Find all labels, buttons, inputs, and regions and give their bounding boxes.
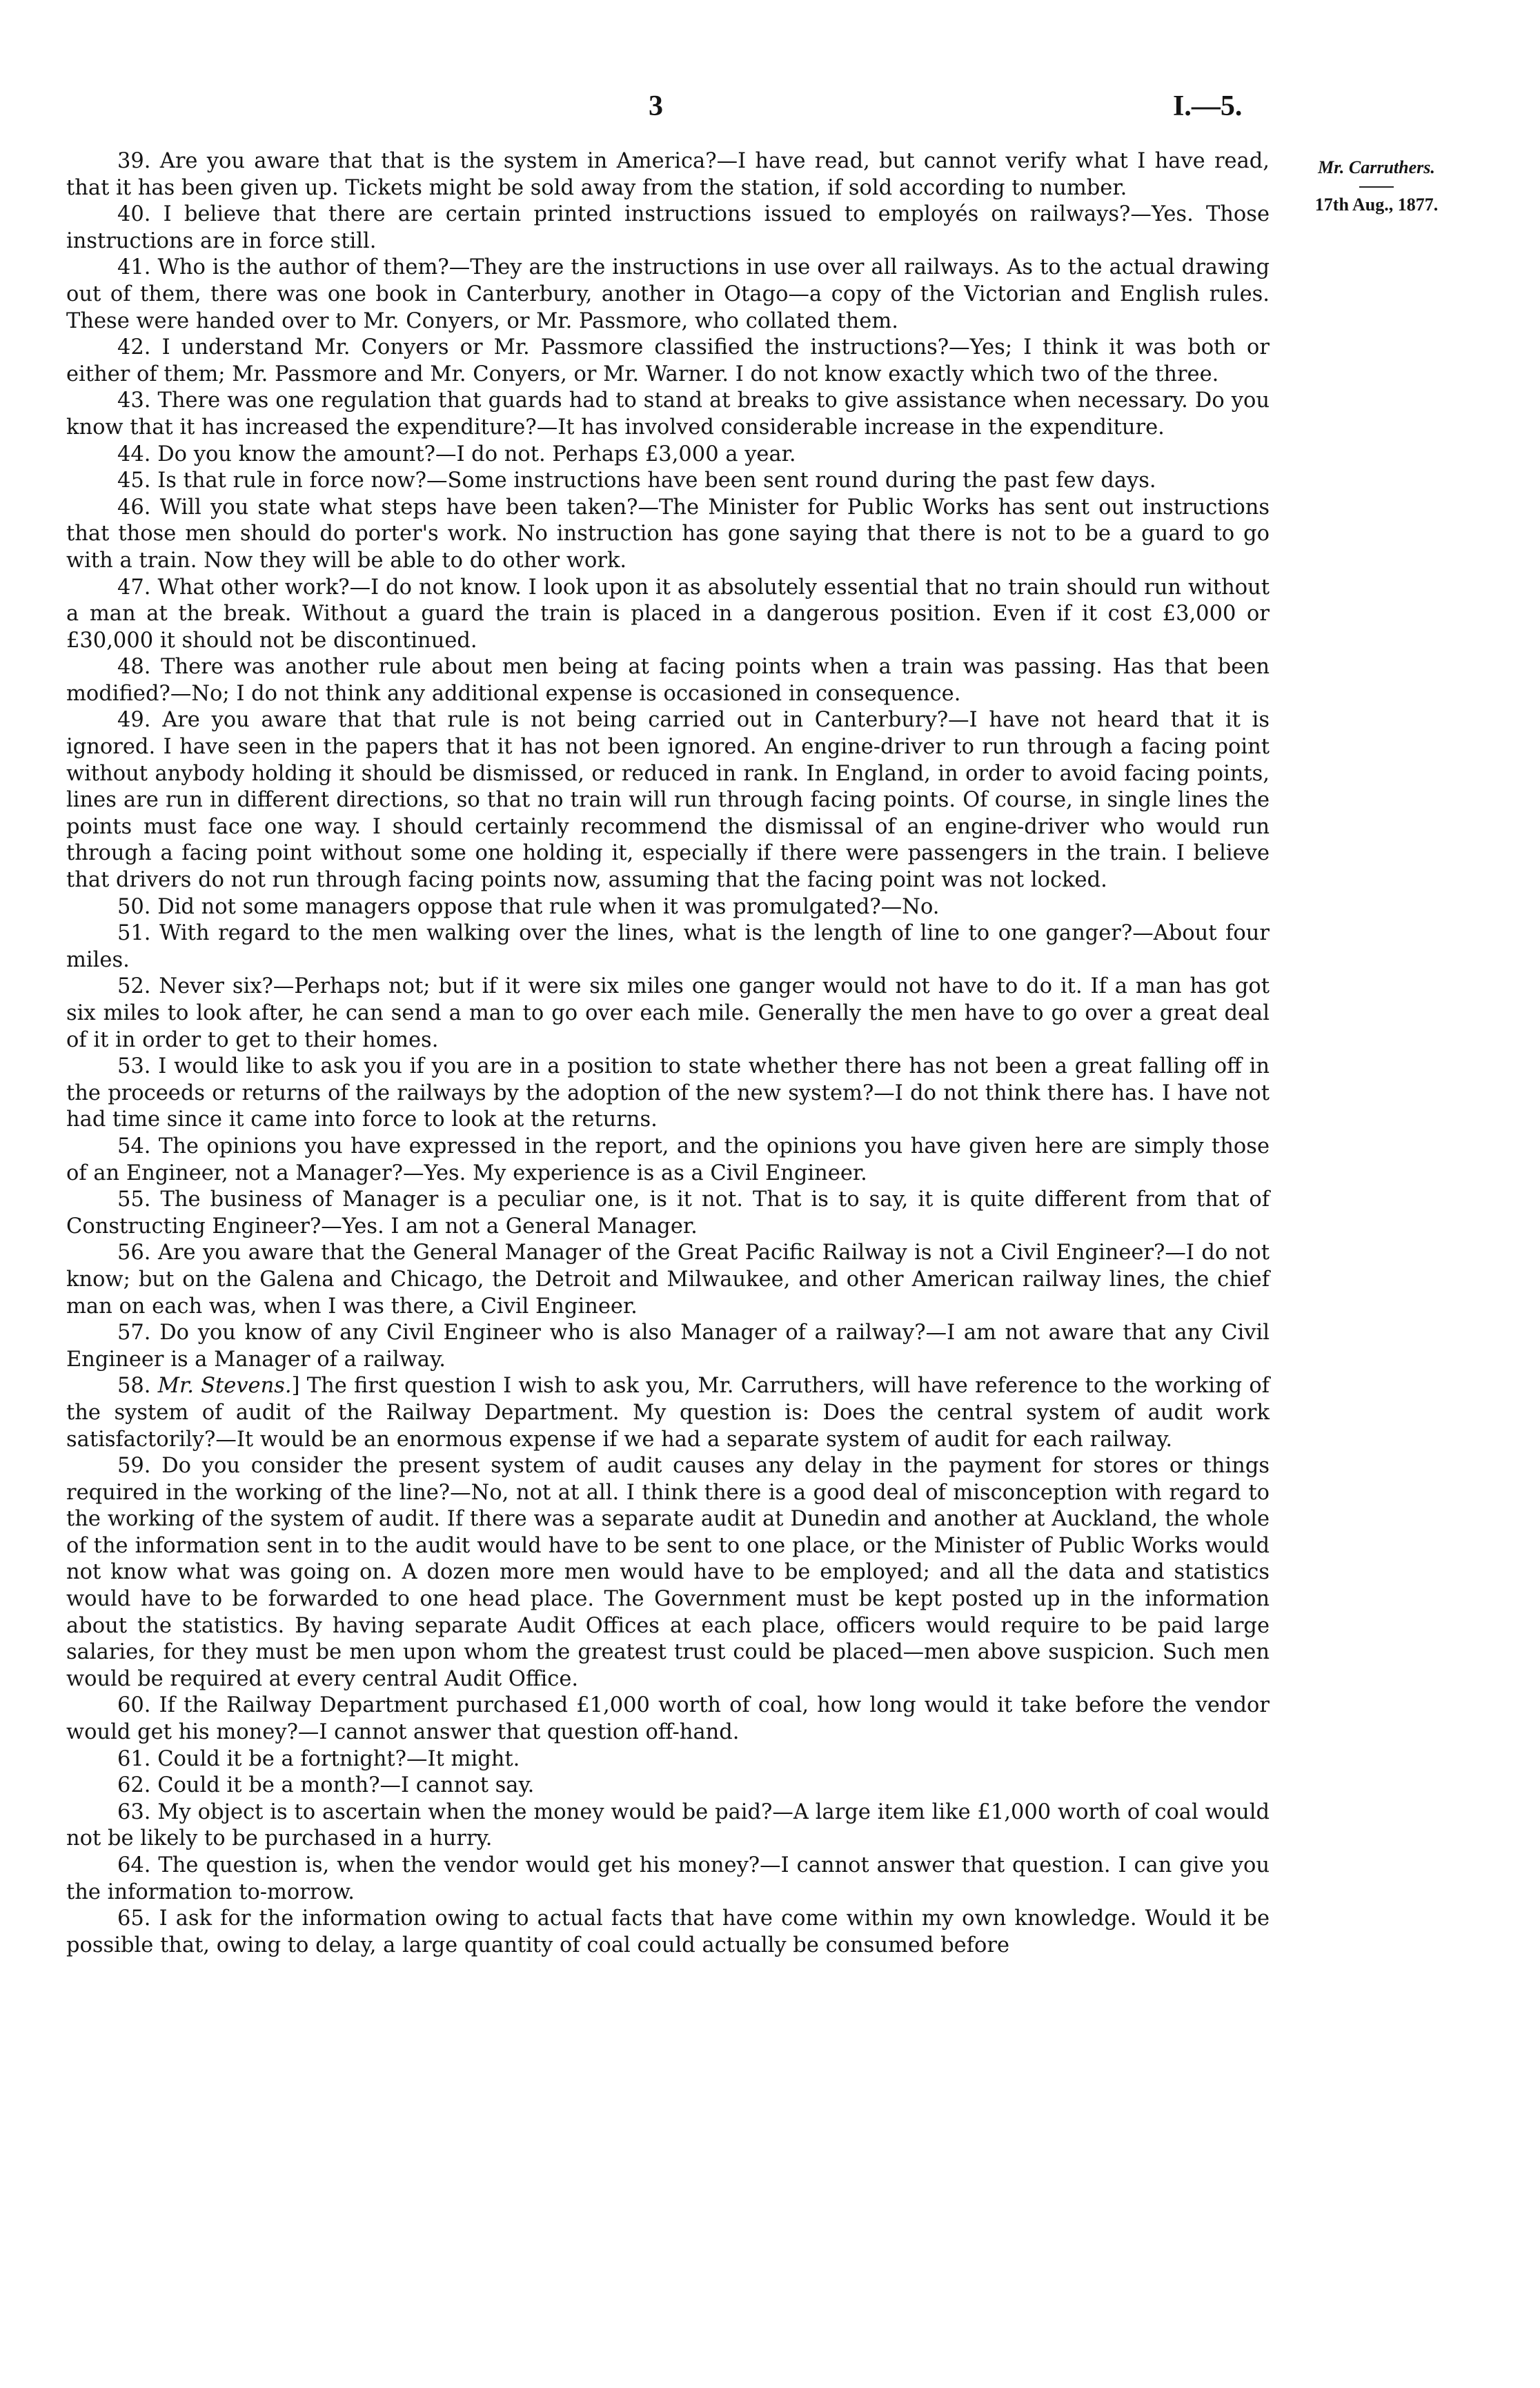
- page-header: [0, 90, 1540, 131]
- paragraph-44: 44. Do you know the amount?—I do not. Perhaps £3,000 a year.: [117, 442, 796, 466]
- margin-note: [1290, 156, 1463, 217]
- paragraph-48: 48. There was another rule about men being at facing points when a train was passing. Has that been modified?—No; I do not think any additional expense is occasioned in consequence.: [66, 655, 1270, 706]
- paragraph-39: 39. Are you aware that that is the system in America?—I have read, but cannot verify what I have read, that it has been given up. Tickets might be sold away from the station, if sold according to number.: [66, 149, 1270, 200]
- paragraph-56: 56. Are you aware that the General Manager of the Great Pacific Railway is not a Civil Engineer?—I do not know; but on the Galena and Chicago, the Detroit and Milwaukee, and other American railway lines, the chief man on each was, when I was there, a Civil Engineer.: [66, 1241, 1270, 1319]
- paragraph-46: 46. Will you state what steps have been taken?—The Minister for Public Works has sent out instructions that those men should do porter's work. No instruction has gone saying that there is not to be a guard to go with a train. Now they will be able to do other work.: [66, 495, 1270, 573]
- page-number: 3: [649, 90, 663, 122]
- paragraph-55: 55. The business of Manager is a peculiar one, is it not. That is to say, it is quite different from that of Constructing Engineer?—Yes. I am not a General Manager.: [66, 1187, 1270, 1239]
- paragraph-40: 40. I believe that there are certain printed instructions issued to employés on railways?—Yes. Those instructions are in force still.: [66, 202, 1270, 253]
- paragraph-61: 61. Could it be a fortnight?—It might.: [117, 1746, 520, 1771]
- paragraph-58-number: 58.: [117, 1374, 151, 1399]
- paragraph-42: 42. I understand Mr. Conyers or Mr. Passmore classified the instructions?—Yes; I think it was both or either of them; Mr. Passmore and Mr. Conyers, or Mr. Warner. I do not know exactly which two of the three.: [66, 335, 1270, 386]
- paragraph-45: 45. Is that rule in force now?—Some instructions have been sent round during the past few days.: [117, 468, 1156, 493]
- paragraph-63: 63. My object is to ascertain when the money would be paid?—A large item like £1,000 worth of coal would not be likely to be purchased in a hurry.: [66, 1799, 1270, 1851]
- paragraph-60: 60. If the Railway Department purchased £1,000 worth of coal, how long would it take before the vendor would get his money?—I cannot answer that question off-hand.: [66, 1693, 1270, 1745]
- paragraph-65: 65. I ask for the information owing to actual facts that have come within my own knowledge. Would it be possible that, owing to delay, a large quantity of coal could actually be consumed before: [66, 1906, 1270, 1957]
- paragraph-59: 59. Do you consider the present system of audit causes any delay in the payment for stores or things required in the working of the line?—No, not at all. I think there is a good deal of misconception with regard to the working of the system of audit. If there was a separate audit at Dunedin and another at Auckland, the whole of the information sent in to the audit would have to be sent to one place, or the Minister of Public Works would not know what was going on. A dozen more men would have to be employed; and all the data and statistics would have to be forwarded to one head place. The Government must be kept posted up in the information about the statistics. By having separate Audit Offices at each place, officers would require to be paid large salaries, for they must be men upon whom the greatest trust could be placed—men above suspicion. Such men would be required at every central Audit Office.: [66, 1454, 1270, 1691]
- paragraph-54: 54. The opinions you have expressed in the report, and the opinions you have given here are simply those of an Engineer, not a Manager?—Yes. My experience is as a Civil Engineer.: [66, 1134, 1270, 1185]
- paragraph-58: [66, 1373, 1270, 1453]
- document-reference: I.—5.: [1173, 90, 1243, 122]
- margin-divider: [1359, 186, 1394, 188]
- paragraph-47: 47. What other work?—I do not know. I look upon it as absolutely essential that no train should run without a man at the break. Without a guard the train is placed in a dangerous position. Even if it cost £3,000 or £30,000 it should not be discontinued.: [66, 575, 1270, 653]
- paragraph-58-text: ] The first question I wish to ask you, Mr. Carruthers, will have reference to the working of the system of audit of the Railway Department. My question is: Does the central system of audit work satisfactorily?—It would be an enormous expense if we had a separate system of audit for each railway.: [66, 1374, 1270, 1452]
- paragraph-53: 53. I would like to ask you if you are in a position to state whether there has not been a great falling off in the proceeds or returns of the railways by the adoption of the new system?—I do not think there has. I have not had time since it came into force to look at the returns.: [66, 1054, 1270, 1132]
- evidence-date: 17th Aug., 1877.: [1314, 194, 1439, 215]
- questioner-name: Mr. Stevens.: [157, 1374, 292, 1399]
- witness-name: Mr. Carruthers.: [1318, 157, 1435, 177]
- evidence-text: [66, 148, 1270, 1959]
- paragraph-62: 62. Could it be a month?—I cannot say.: [117, 1773, 535, 1798]
- paragraph-51: 51. With regard to the men walking over the lines, what is the length of line to one ganger?—About four miles.: [66, 921, 1270, 972]
- paragraph-50: 50. Did not some managers oppose that rule when it was promulgated?—No.: [117, 894, 940, 919]
- paragraph-49: 49. Are you aware that that rule is not being carried out in Canterbury?—I have not heard that it is ignored. I have seen in the papers that it has not been ignored. An engine-driver to run through a facing point without anybody holding it should be dismissed, or reduced in rank. In England, in order to avoid facing points, lines are run in different directions, so that no train will run through facing points. Of course, in single lines the points must face one way. I should certainly recommend the dismissal of an engine-driver who would run through a facing point without some one holding it, especially if there were passengers in the train. I believe that drivers do not run through facing points now, assuming that the facing point was not locked.: [66, 708, 1270, 893]
- paragraph-52: 52. Never six?—Perhaps not; but if it were six miles one ganger would not have to do it. If a man has got six miles to look after, he can send a man to go over each mile. Generally the men have to go over a great deal of it in order to get to their homes.: [66, 974, 1270, 1052]
- paragraph-43: 43. There was one regulation that guards had to stand at breaks to give assistance when necessary. Do you know that it has increased the expenditure?—It has involved considerable increase in the expenditure.: [66, 388, 1270, 440]
- paragraph-57: 57. Do you know of any Civil Engineer who is also Manager of a railway?—I am not aware that any Civil Engineer is a Manager of a railway.: [66, 1321, 1270, 1372]
- paragraph-41: 41. Who is the author of them?—They are the instructions in use over all railways. As to the actual drawing out of them, there was one book in Canterbury, another in Otago—a copy of the Victorian and English rules. These were handed over to Mr. Conyers, or Mr. Passmore, who collated them.: [66, 255, 1270, 333]
- paragraph-64: 64. The question is, when the vendor would get his money?—I cannot answer that question. I can give you the information to-morrow.: [66, 1853, 1270, 1904]
